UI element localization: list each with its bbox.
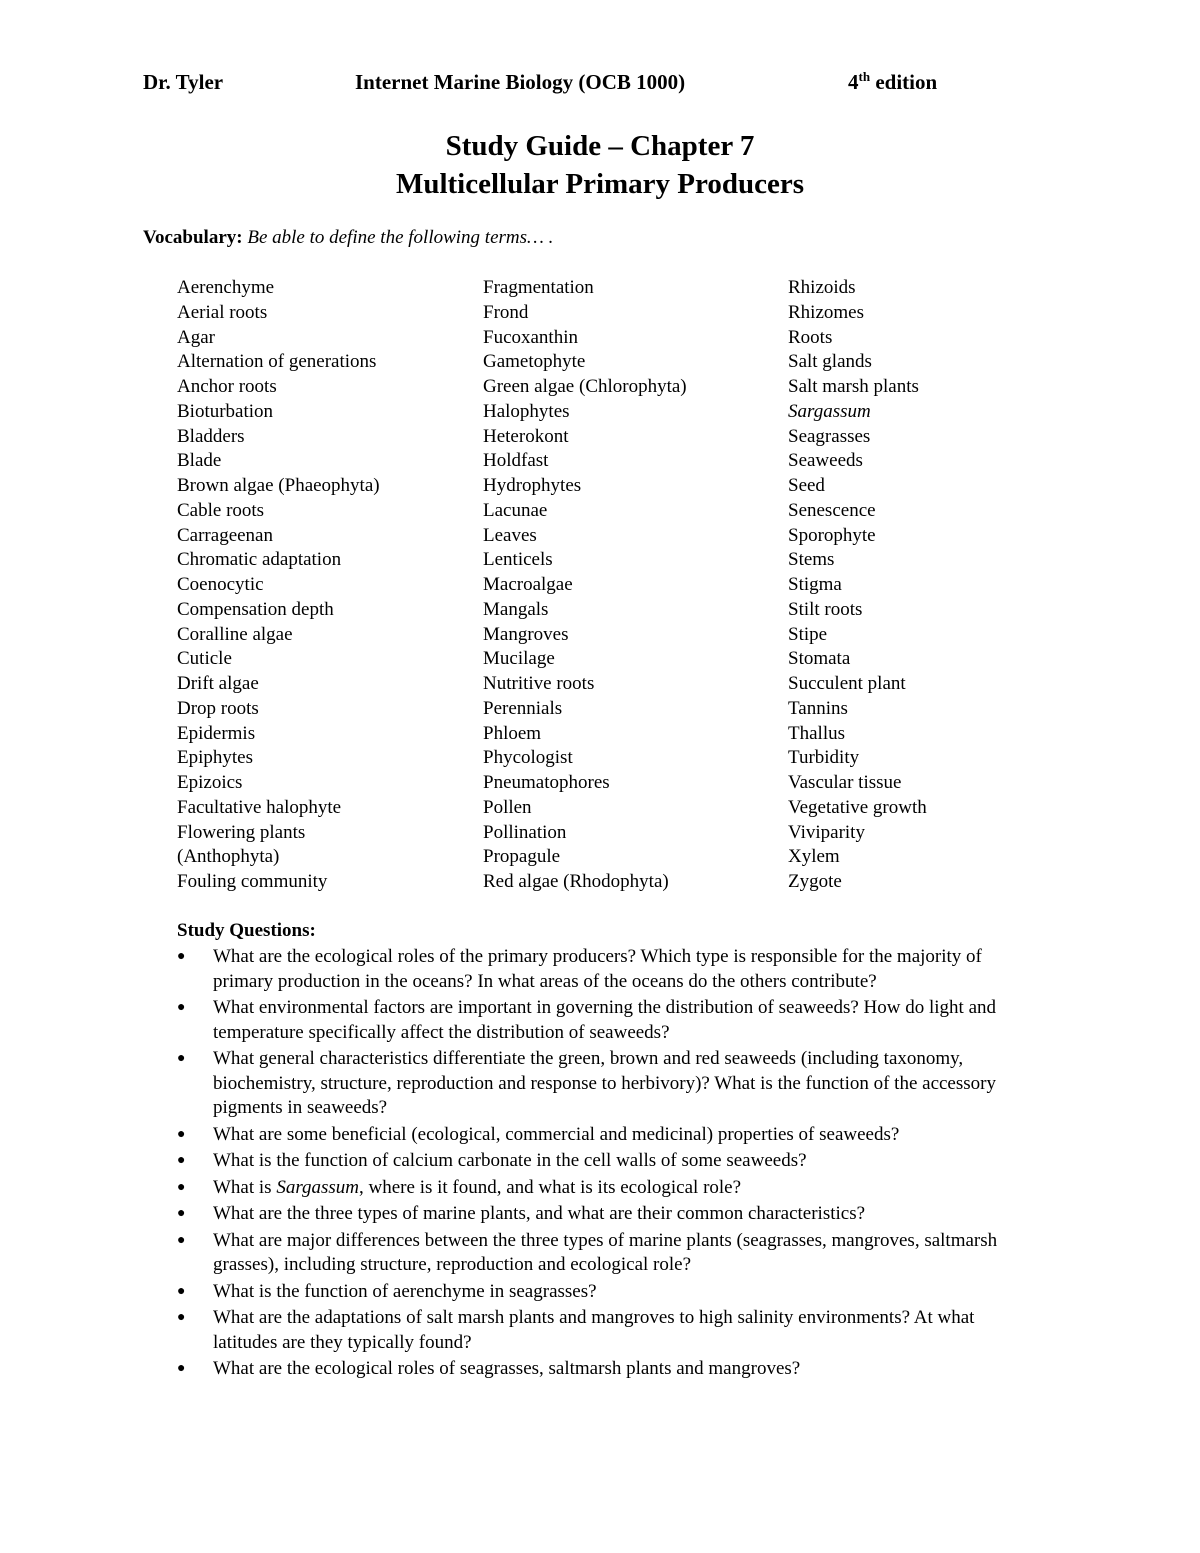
vocabulary-term: Epiphytes: [177, 747, 253, 769]
vocabulary-term: Epidermis: [177, 722, 256, 744]
vocabulary-term: Stilt roots: [788, 598, 863, 620]
question-text: What are the ecological roles of seagrasses, saltmarsh plants and mangroves?: [213, 1358, 801, 1379]
vocabulary-term: Stipe: [788, 623, 828, 645]
vocabulary-label: Vocabulary:: [143, 227, 243, 248]
vocabulary-term: Coralline algae: [177, 623, 293, 645]
document-title: [0, 127, 1200, 203]
question-item: [177, 1357, 1027, 1382]
vocabulary-term: Coenocytic: [177, 574, 264, 595]
vocabulary-term: Mucilage: [483, 648, 555, 670]
question-item: [177, 1306, 1027, 1355]
vocabulary-term: Holdfast: [483, 450, 549, 472]
vocabulary-term: Green algae (Chlorophyta): [483, 376, 687, 397]
vocabulary-term: Drift algae: [177, 673, 259, 694]
vocabulary-column-1: [177, 276, 380, 895]
bullet-icon: ●: [177, 1126, 186, 1142]
question-item: [177, 945, 1027, 994]
vocabulary-term: Fucoxanthin: [483, 326, 578, 348]
study-questions-list: [177, 945, 1027, 1384]
vocabulary-heading: [143, 227, 553, 249]
question-item: [177, 1149, 1027, 1174]
vocabulary-term: Epizoics: [177, 772, 243, 793]
bullet-icon: ●: [177, 1283, 186, 1299]
vocabulary-term: Stigma: [788, 574, 842, 595]
vocabulary-term: Stems: [788, 549, 835, 571]
vocabulary-term: Vegetative growth: [788, 796, 927, 818]
vocabulary-term: (Anthophyta): [177, 846, 280, 868]
question-item: [177, 1176, 1027, 1201]
vocabulary-term: Propagule: [483, 846, 561, 868]
question-item: [177, 1229, 1027, 1278]
vocabulary-term: Pollen: [483, 796, 532, 818]
vocabulary-term: Aerial roots: [177, 301, 268, 323]
question-text: What is the function of aerenchyme in seagrasses?: [213, 1280, 597, 1302]
vocabulary-term: Compensation depth: [177, 598, 334, 620]
vocabulary-term: Thallus: [788, 722, 845, 744]
question-text-pre: What is: [213, 1176, 277, 1198]
vocabulary-term: Phycologist: [483, 747, 573, 769]
vocabulary-term: Cable roots: [177, 499, 265, 521]
vocabulary-column-2: [483, 276, 687, 895]
page-header: [143, 70, 963, 100]
question-text-italic: Sargassum: [276, 1176, 360, 1198]
question-item: [177, 1202, 1027, 1227]
vocabulary-term: Flowering plants: [177, 821, 306, 843]
vocabulary-term: Fragmentation: [483, 277, 594, 298]
question-text: What are some beneficial (ecological, commercial and medicinal) properties of seaweeds?: [213, 1123, 900, 1145]
question-item: [177, 1123, 1027, 1148]
bullet-icon: ●: [177, 1051, 186, 1066]
vocabulary-term: Seagrasses: [788, 425, 871, 447]
vocabulary-term: Roots: [788, 326, 833, 348]
vocabulary-term: Facultative halophyte: [177, 796, 342, 818]
vocabulary-term: Seaweeds: [788, 450, 863, 472]
bullet-icon: ●: [177, 1361, 186, 1376]
vocabulary-term: Halophytes: [483, 400, 570, 422]
question-text: What general characteristics differentiate the green, brown and red seaweeds (including taxonomy, biochemistry, structure, reproduction and response to herbivory)? What is the function of the accessory pigments in seaweeds?: [213, 1048, 996, 1118]
vocabulary-term: Vascular tissue: [788, 772, 902, 793]
vocabulary-term: Senescence: [788, 499, 876, 521]
course-name: Internet Marine Biology (OCB 1000): [355, 70, 686, 94]
vocabulary-term: Aerenchyme: [177, 277, 275, 298]
vocabulary-term: Drop roots: [177, 697, 259, 719]
vocabulary-term: Seed: [788, 475, 825, 496]
vocabulary-term: Pollination: [483, 821, 567, 843]
vocabulary-term: Hydrophytes: [483, 475, 582, 496]
vocabulary-term: Stomata: [788, 648, 851, 670]
vocabulary-term: Xylem: [788, 846, 840, 868]
vocabulary-term: Viviparity: [788, 821, 865, 843]
vocabulary-term: Perennials: [483, 697, 563, 719]
edition-suffix: th: [858, 69, 871, 84]
question-text: What environmental factors are important in governing the distribution of seaweeds? How do light and temperature specifically affect the distribution of seaweeds?: [213, 997, 997, 1043]
vocabulary-term: Heterokont: [483, 425, 569, 447]
vocabulary-column-3: [788, 276, 927, 895]
question-item: [177, 1280, 1027, 1305]
vocabulary-term: Frond: [483, 301, 529, 323]
vocabulary-term: Mangroves: [483, 623, 569, 645]
vocabulary-term: Macroalgae: [483, 574, 573, 595]
vocabulary-term: Chromatic adaptation: [177, 549, 342, 571]
edition-word: edition: [870, 70, 938, 94]
vocabulary-term: Rhizoids: [788, 277, 856, 298]
vocabulary-term: Phloem: [483, 722, 542, 744]
vocabulary-term: Sporophyte: [788, 524, 876, 546]
question-text: What are the three types of marine plants, and what are their common characteristics?: [213, 1203, 866, 1224]
bullet-icon: ●: [177, 1179, 186, 1195]
instructor-name: Dr. Tyler: [143, 70, 224, 94]
vocabulary-term: Turbidity: [788, 747, 860, 769]
bullet-icon: ●: [177, 1153, 186, 1168]
vocabulary-term: Agar: [177, 326, 215, 348]
vocabulary-term: Alternation of generations: [177, 351, 377, 373]
vocabulary-term: Mangals: [483, 598, 549, 620]
vocabulary-term: Leaves: [483, 524, 537, 546]
vocabulary-term: Nutritive roots: [483, 673, 595, 694]
vocabulary-term: Tannins: [788, 697, 848, 719]
question-text: What is the function of calcium carbonate in the cell walls of some seaweeds?: [213, 1150, 807, 1171]
edition-label: [848, 70, 937, 95]
vocabulary-term: Rhizomes: [788, 301, 864, 323]
question-text: What are the adaptations of salt marsh plants and mangroves to high salinity environments? At what latitudes are they typically found?: [213, 1307, 975, 1353]
vocabulary-term: Bioturbation: [177, 400, 274, 422]
vocabulary-term: Brown algae (Phaeophyta): [177, 475, 380, 496]
bullet-icon: ●: [177, 1310, 186, 1325]
vocabulary-term: Bladders: [177, 425, 245, 447]
question-item: [177, 1047, 1027, 1121]
vocabulary-term: Lenticels: [483, 549, 553, 571]
bullet-icon: ●: [177, 949, 186, 964]
title-line-2: Multicellular Primary Producers: [395, 168, 805, 200]
bullet-icon: ●: [177, 1232, 186, 1248]
vocabulary-term: Carrageenan: [177, 524, 273, 546]
question-text: What are major differences between the three types of marine plants (seagrasses, mangroves, saltmarsh grasses), including structure, reproduction and ecological role?: [213, 1229, 998, 1275]
vocabulary-term: Red algae (Rhodophyta): [483, 871, 669, 892]
vocabulary-term: Salt glands: [788, 351, 872, 373]
vocabulary-term: Anchor roots: [177, 376, 277, 397]
vocabulary-term: Fouling community: [177, 871, 328, 892]
vocabulary-term: Cuticle: [177, 648, 232, 670]
vocabulary-term: Blade: [177, 450, 222, 472]
vocabulary-term: Zygote: [788, 871, 842, 892]
bullet-icon: ●: [177, 1000, 186, 1015]
question-text: What are the ecological roles of the primary producers? Which type is responsible for the majority of primary production in the oceans? In what areas of the oceans do the others contribute?: [213, 946, 982, 992]
vocabulary-instruction: Be able to define the following terms… .: [247, 227, 554, 248]
bullet-icon: ●: [177, 1206, 186, 1221]
study-questions-heading: Study Questions:: [177, 920, 316, 941]
vocabulary-term: Sargassum: [788, 400, 871, 422]
vocabulary-term: Lacunae: [483, 499, 548, 521]
vocabulary-list: [177, 276, 977, 896]
vocabulary-term: Pneumatophores: [483, 772, 610, 793]
question-item: [177, 996, 1027, 1045]
question-text-post: , where is it found, and what is its ecological role?: [359, 1176, 742, 1198]
vocabulary-term: Succulent plant: [788, 673, 906, 694]
vocabulary-term: Salt marsh plants: [788, 376, 919, 397]
edition-number: 4: [848, 70, 859, 94]
vocabulary-term: Gametophyte: [483, 351, 586, 373]
title-line-1: Study Guide – Chapter 7: [445, 130, 755, 162]
